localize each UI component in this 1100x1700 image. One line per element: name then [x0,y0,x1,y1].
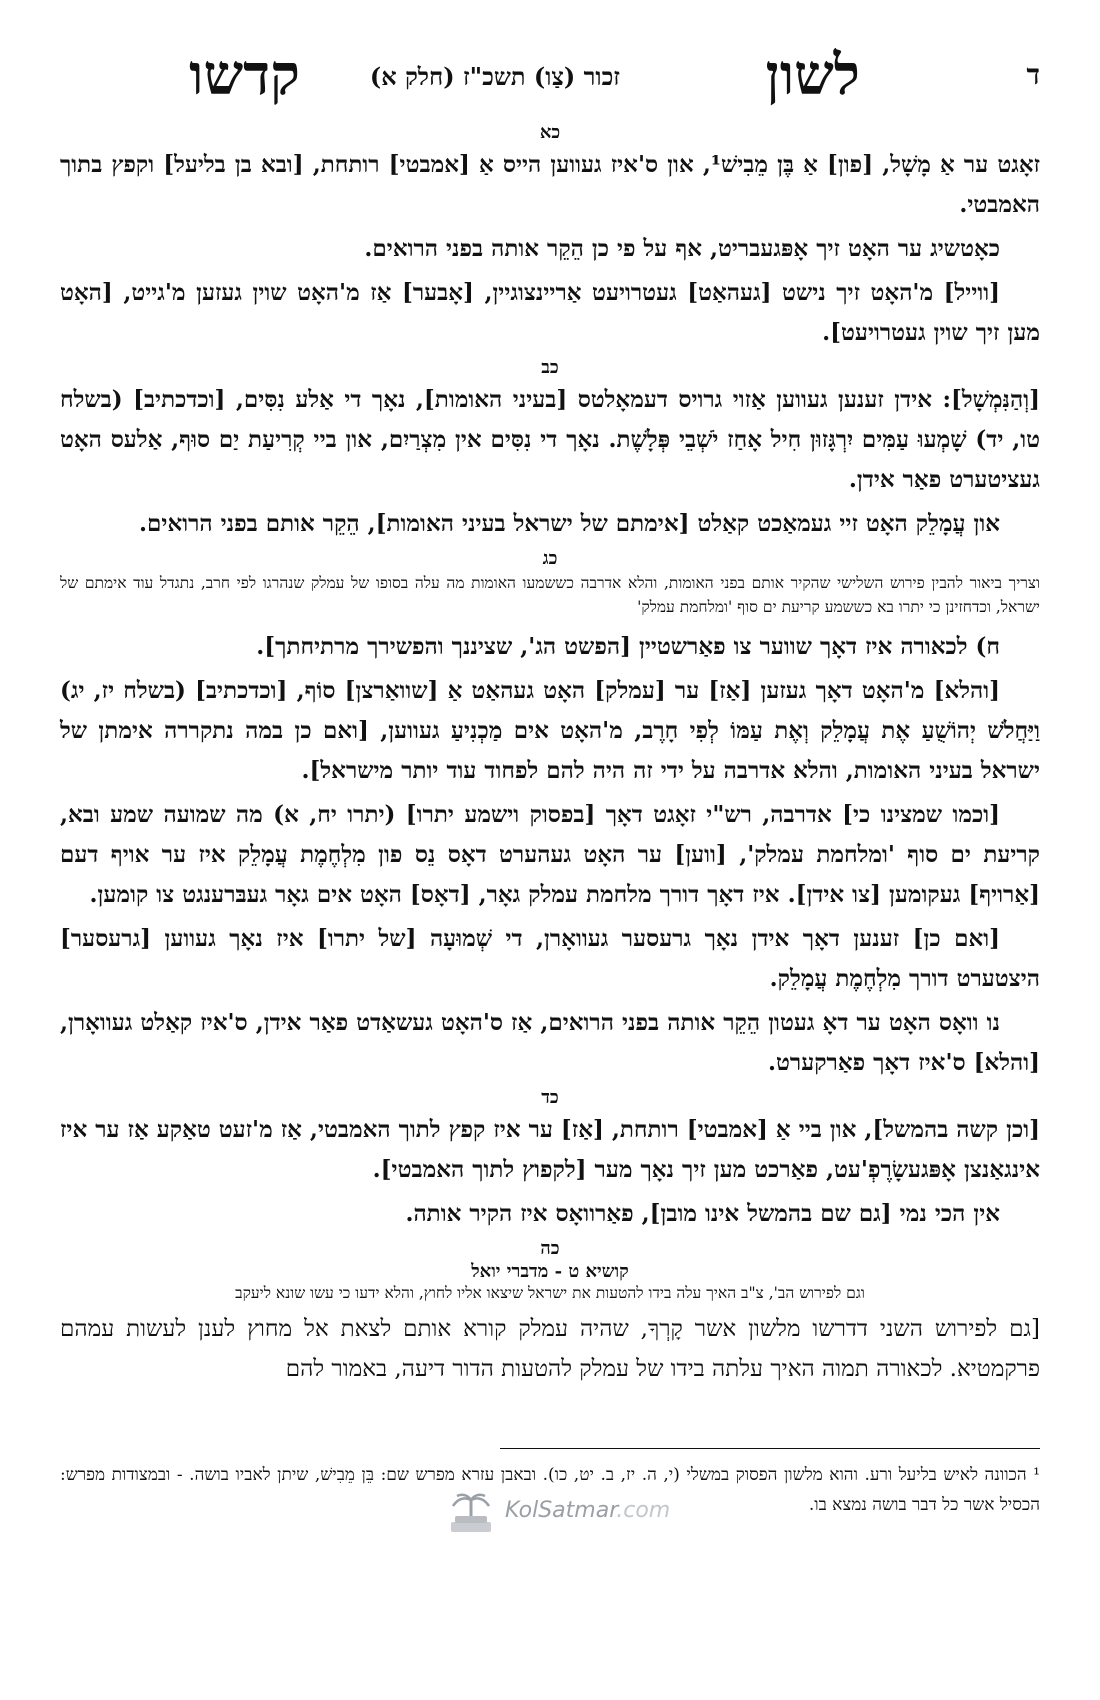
document-page [60,40,1040,1680]
paragraph: [גם לפירוש השני דדרשו מלשון אשר קָרְךָ, שהיה עמלק קורא אותם לצאת אל מחוץ לענן לעשות עמהם פרקמטיא. לכאורה תמוה האיך עלתה בידו של עמלק להטעות הדור דיעה, באמור להם [60,1316,1040,1382]
section-intro: וצריך ביאור להבין פירוש השלישי שהקיר אותם בפני האומות, והלא אדרבה כששמעו האומות מה עלה בסופו של עמלק שנהרגו לפי חרב, נתגדל עוד אימתם של ישראל, וכדחזינן כי יתרו בא כששמע קריעת ים סוף 'ומלחמת עמלק' [60,574,1040,616]
section-number: כא [539,122,561,143]
paragraph: זאָגט ער אַ מָשָׁל, [פון] אַ בֶּן מֵבִישׁ¹, און ס'איז געווען הייס אַ [אמבטי] רותחת, [ובא בן בליעל] וקפץ בתוך האמבטי. [60,151,1041,218]
section-number: כב [541,357,559,378]
paragraph: אין הכי נמי [גם שם בהמשל אינו מובן], פאַרוואָס איז הקיר אותה. [405,1200,1000,1227]
section-number: כג [542,548,558,569]
palm-book-icon [445,1492,497,1536]
paragraph: [וכמו שמצינו כי] אדרבה, רש"י זאָגט דאָך [בפסוק וישמע יתרו] (יתרו יח, א) מה שמועה שמע ובא, קריעת ים סוף 'ומלחמת עמלק', [ווען] ער האָט געהערט דאָס נֵס פון מִלְחֶמֶת עֲמָלֵק איז ער אויף דעם [אַרויף] געקומען [צו אידן]. איז דאָך דורך מלחמת עמלק גאָר, [דאָס] האָט אים גאָר געבּרענגט צו קומען. [60,801,1040,908]
page-header [60,40,1040,118]
header-title-left: לשון [765,42,860,108]
paragraph: און עֲמָלֵק האָט זיי געמאַכט קאַלט [אימתם של ישראל בעיני האומות], הֵקֵר אותם בפני הרואים. [139,510,1000,537]
header-subtitle: זכור (צַו) תשכ"ז (חלק א) [369,62,620,91]
paragraph: [וְהַנִּמְשָׁל]: אידן זענען געווען אַזוי גרויס דעמאָלטס [בעיני האומות], נאָך די אַלע נִסִּים, [וכדכתיב] (בשלח טו, יד) שָׁמְעוּ עַמִּים יִרְגָּזוּן חִיל אָחַז יֹשְׁבֵי פְּלָשֶׁת. נאָך די נִסִּים אין מִצְרַיִם, און ביי קְרִיעַת יַם סוּף, אַלעס האָט געציטערט פאַר אידן. [60,386,1040,493]
footnote-divider [500,1448,1040,1449]
section-intro: וגם לפירוש הב', צ"ב האיך עלה בידו להטעות את ישראל שיצאו אליו לחוץ, והלא ידעו כי עשו שונא ליעקב [235,1284,865,1302]
section-number: כד [541,1087,559,1108]
logo-suffix: .com [616,1498,671,1523]
header-title-right: קדשו [189,42,300,108]
paragraph: [ווייל] מ'האָט זיך נישט [געהאַט] געטרויעט אַריינצוגיין, [אָבער] אַז מ'האָט שוין געזען מ'גייט, [האָט מען זיך שוין געטרויעט]. [60,279,1040,346]
page-number: ד [1026,58,1040,91]
logo-text [505,1498,670,1523]
paragraph: [וכן קשה בהמשל], און ביי אַ [אמבטי] רותחת, [אַז] ער איז קפץ לתוך האמבטי, אַז מ'זעט טאַקע אַז ער איז אינגאַנצן אָפּגעשָׂרֶפְ'עט, פאַרכט מען זיך נאָך מער [לקפוץ לתוך האמבטי]. [60,1116,1040,1183]
section-number: כה [540,1238,560,1259]
paragraph: כאָטשיג ער האָט זיך אָפּגעבריט, אף על פי כן הֵקֵר אותה בפני הרואים. [364,235,1000,262]
paragraph: [והלא] מ'האָט דאָך געזען [אַז] ער [עמלק] האָט געהאַט אַ [שוואַרצן] סוֹף, [וכדכתיב] (בשלח יז, יג) וַיַּחֲלֹשׁ יְהוֹשֻׁעַ אֶת עֲמָלֵק וְאֶת עַמּוֹ לְפִי חָרֶב, מ'האָט אים מַכְנִיעַ געווען, [ואם כן במה נתקררה אימתן של ישראל בעיני האומות, והלא אדרבה על ידי זה היה להם לפחוד עוד יותר מישראל]. [60,677,1040,784]
logo-name: KolSatmar [505,1498,617,1523]
site-logo [445,1492,725,1536]
paragraph: [ואם כן] זענען דאָך אידן נאָך גרעסער געוואָרן, די שְׁמוּעָה [של יתרו] איז נאָך געווען [גרעסער] היצטערט דורך מִלְחֶמֶת עֲמָלֵק. [60,925,1040,992]
footnote: ¹ הכוונה לאיש בליעל ורע. והוא מלשון הפסוק במשלי (י, ה. יז, ב. יט, כו). ובאבן עזרא מפרש שם: בֵּן מֵבִישׁ, שיתן לאביו בושה. - ובמצודות מפרש: הכסיל אשר כל דבר בושה נמצא בו. [60,1465,1040,1515]
section-subtitle: קושיא ט - מדברי יואל [471,1261,629,1282]
paragraph: ח) לכאורה איז דאָך שווער צו פאַרשטיין [הפשט הג', שציננך והפשירך מרתיחתך]. [256,633,1000,660]
paragraph: נו וואָס האָט ער דאָ געטון הֵקֵר אותה בפני הרואים, אַז ס'האָט געשאַדט פאַר אידן, ס'איז קאַלט געוואָרן, [והלא] ס'איז דאָך פאַרקערט. [60,1009,1040,1076]
